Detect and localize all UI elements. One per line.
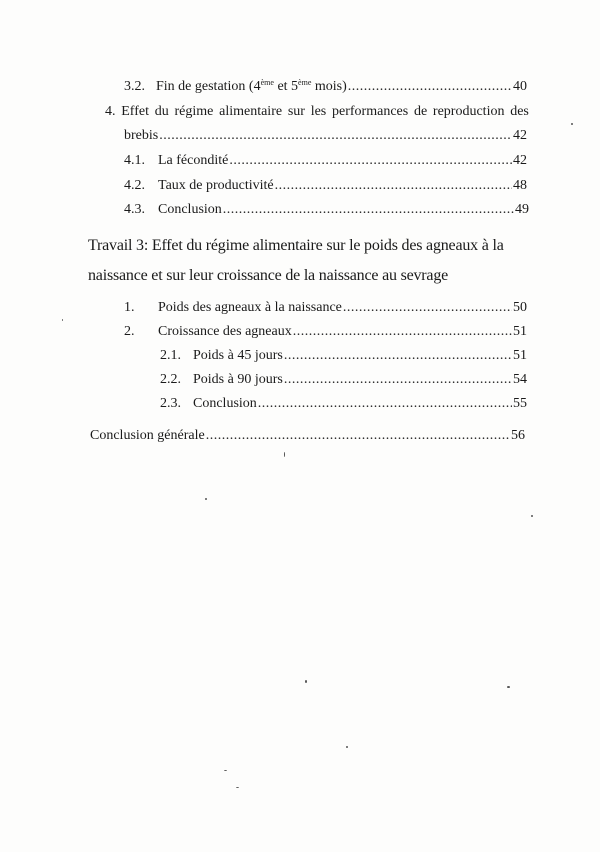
toc-entry-number: 2.	[124, 324, 135, 339]
dot-leader	[348, 78, 512, 96]
toc-entry-label: Fin de gestation (4ème et 5ème mois)	[156, 78, 347, 94]
scan-speck	[346, 746, 348, 748]
toc-entry-t3-1[interactable]	[124, 299, 527, 317]
scan-speck	[284, 452, 285, 457]
dot-leader	[223, 201, 514, 219]
scan-speck	[224, 770, 227, 771]
dot-leader	[284, 347, 512, 365]
toc-word: Effet	[121, 104, 149, 119]
toc-entry-label: Taux de productivité	[158, 178, 274, 193]
travail-3-heading-line2: naissance et sur leur croissance de la naissance au sevrage	[88, 267, 449, 284]
toc-entry-label: Conclusion	[158, 202, 222, 217]
scan-speck	[571, 123, 573, 125]
toc-entry-label: Poids à 90 jours	[193, 372, 283, 387]
toc-word: du	[154, 104, 169, 119]
toc-entry-number: 1.	[124, 300, 135, 315]
toc-entry-number: 2.1.	[160, 348, 181, 363]
toc-entry-number: 4.1.	[124, 153, 145, 168]
toc-entry-number: 4.	[105, 104, 116, 119]
toc-entry-3-2[interactable]	[124, 78, 527, 96]
scan-speck	[236, 787, 239, 788]
toc-page-number: 42	[513, 153, 527, 168]
toc-entry-number: 4.2.	[124, 178, 145, 193]
toc-entry-t3-2-2[interactable]	[160, 371, 527, 389]
dot-leader	[229, 152, 512, 170]
travail-3-heading[interactable]	[88, 231, 518, 291]
toc-word: de	[413, 104, 428, 119]
dot-leader	[159, 127, 512, 145]
toc-page-number: 56	[511, 428, 525, 443]
toc-page-number: 54	[513, 372, 527, 387]
toc-page-number: 50	[513, 300, 527, 315]
toc-page-number: 48	[513, 178, 527, 193]
toc-entry-label: brebis	[124, 128, 159, 143]
toc-entry-4-2[interactable]	[124, 177, 527, 195]
toc-word: les	[310, 104, 327, 119]
toc-entry-conclusion-generale[interactable]	[90, 427, 525, 445]
toc-entry-number: 4.3.	[124, 202, 145, 217]
toc-entry-4-3[interactable]	[124, 201, 529, 219]
toc-entry-t3-2-3[interactable]	[160, 395, 527, 413]
toc-entry-number: 2.2.	[160, 372, 181, 387]
dot-leader	[343, 299, 512, 317]
toc-entry-4-1[interactable]	[124, 152, 527, 170]
scan-speck	[531, 515, 533, 517]
toc-word: reproduction	[432, 104, 505, 119]
toc-page-number: 55	[513, 396, 527, 411]
dot-leader	[293, 323, 512, 341]
toc-word: performances	[332, 104, 409, 119]
scan-speck	[205, 498, 207, 500]
toc-entry-4-line2[interactable]	[124, 127, 527, 145]
toc-page-number: 49	[515, 202, 529, 217]
scan-speck	[62, 319, 63, 321]
toc-entry-label: Conclusion générale	[90, 428, 205, 443]
toc-entry-label: La fécondité	[158, 153, 229, 168]
toc-entry-label: Croissance des agneaux	[158, 324, 292, 339]
toc-page-number: 51	[513, 348, 527, 363]
dot-leader	[258, 395, 512, 413]
toc-word: alimentaire	[219, 104, 283, 119]
toc-word: sur	[287, 104, 305, 119]
toc-entry-label: Conclusion	[193, 396, 257, 411]
scan-speck	[507, 686, 510, 688]
toc-entry-number: 2.3.	[160, 396, 181, 411]
dot-leader	[275, 177, 512, 195]
toc-entry-label: Poids des agneaux à la naissance	[158, 300, 342, 315]
scan-speck	[305, 680, 307, 683]
travail-3-heading-line1: Travail 3: Effet du régime alimentaire sur le poids des agneaux à la	[88, 237, 504, 254]
toc-page-number: 51	[513, 324, 527, 339]
dot-leader	[284, 371, 512, 389]
toc-entry-number: 3.2.	[124, 79, 145, 94]
toc-entry-4-line1[interactable]	[105, 103, 529, 121]
toc-page-number: 40	[513, 79, 527, 94]
toc-entry-t3-2-1[interactable]	[160, 347, 527, 365]
dot-leader	[206, 427, 510, 445]
toc-entry-label: Poids à 45 jours	[193, 348, 283, 363]
toc-entry-t3-2[interactable]	[124, 323, 527, 341]
toc-page-number: 42	[513, 128, 527, 143]
toc-word: régime	[174, 104, 214, 119]
toc-word: des	[510, 104, 529, 119]
